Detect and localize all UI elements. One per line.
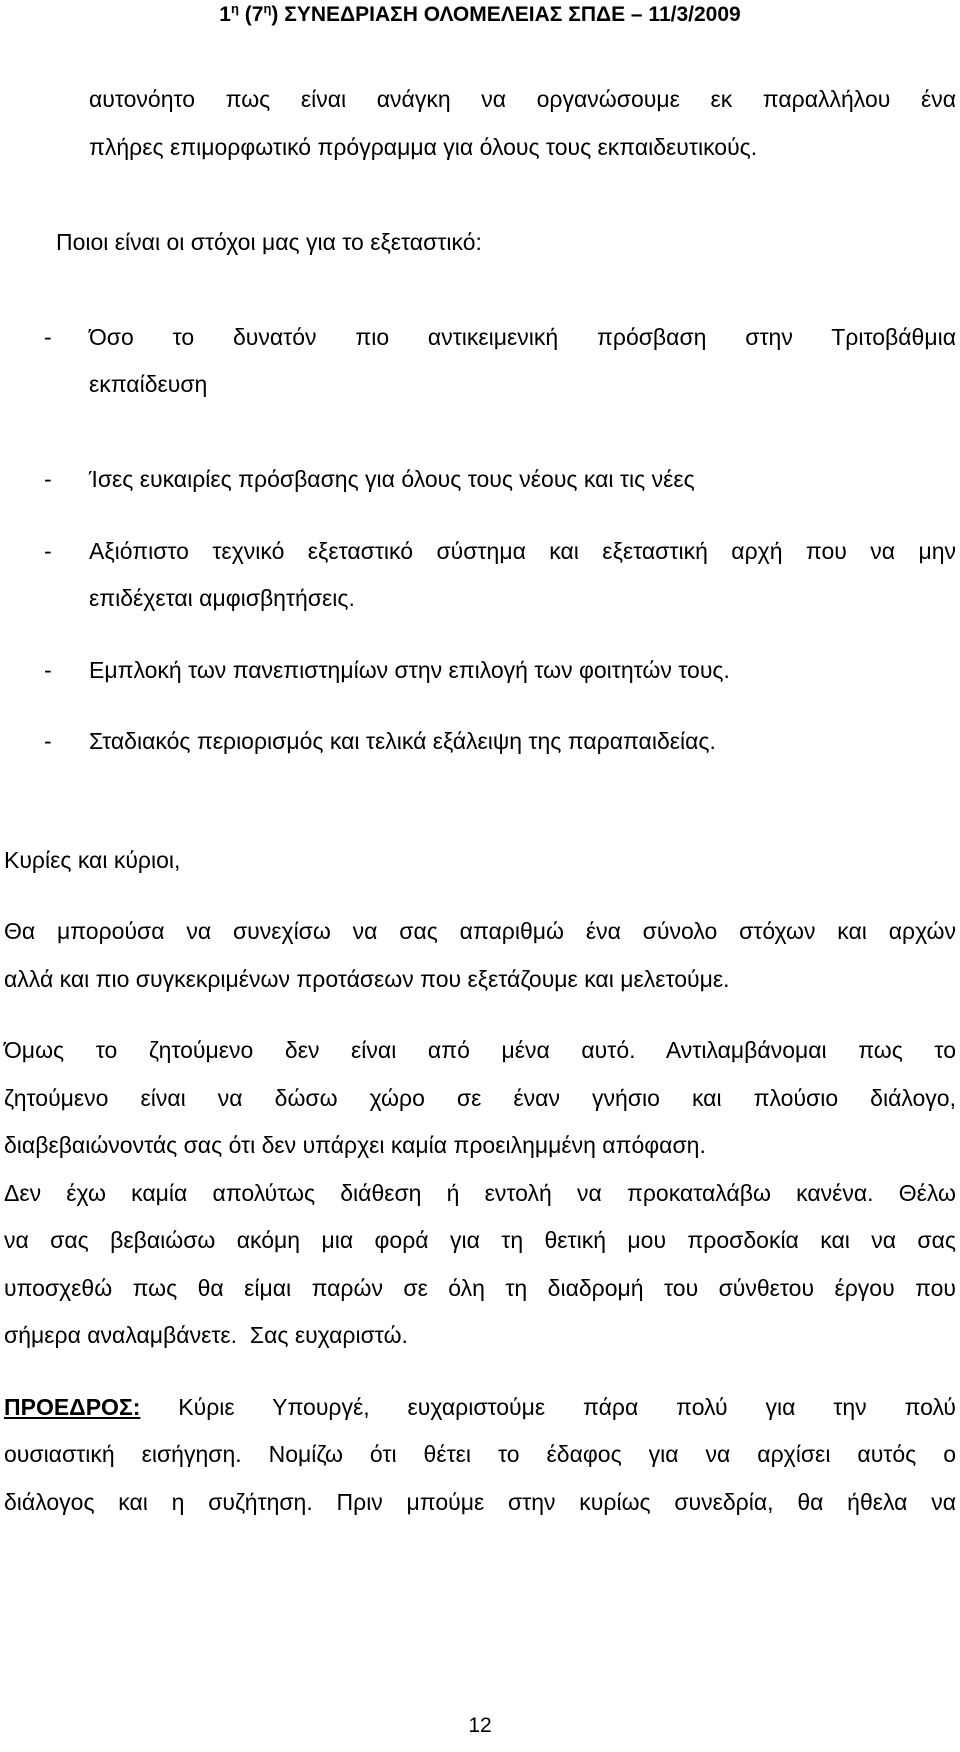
list-dash: - [44,656,52,683]
list-item [4,647,956,695]
list-item-line: Αξιόπιστο τεχνικό εξεταστικό σύστημα και εξεταστική αρχή που να μην [89,537,956,564]
paragraph-line: Όμως το ζητούμενο δεν είναι από μένα αυτό. Αντιλαμβάνομαι πως το [4,1037,956,1063]
president-paragraph [4,1384,956,1527]
list-item [4,528,956,623]
list-item-line: Σταδιακός περιορισμός και τελικά εξάλειψη της παραπαιδείας. [89,728,716,754]
paragraph-line: διαβεβαιώνοντάς σας ότι δεν υπάρχει καμία προειλημμένη απόφαση. [4,1132,706,1158]
list-item-line: Εμπλοκή των πανεπιστημίων στην επιλογή των φοιτητών τους. [89,656,730,683]
goals-heading: Ποιοι είναι οι στόχοι μας για το εξεταστικό: [56,228,482,255]
speaker-label: ΠΡΟΕΔΡΟΣ: [4,1393,141,1420]
salutation: Κυρίες και κύριοι, [4,846,181,873]
intro-line: αυτονόητο πως είναι ανάγκη να οργανώσουμε εκ παραλλήλου ένα [89,86,956,112]
intro-paragraph-end [4,124,956,172]
list-dash: - [44,466,52,492]
list-dash: - [44,728,52,754]
paragraph-line: Θα μπορούσα να συνεχίσω να σας απαριθμώ ένα σύνολο στόχων και αρχών [4,918,956,944]
page-number: 12 [468,1714,492,1737]
page-header [0,2,960,28]
paragraph-line: να σας βεβαιώσω ακόμη μια φορά για τη θετική μου προσδοκία και να σας [4,1227,956,1253]
list-item-line: Ίσες ευκαιρίες πρόσβασης για όλους τους νέους και τις νέες [89,466,695,492]
paragraph-line: ζητούμενο είναι να δώσω χώρο σε έναν γνήσιο και πλούσιο διάλογο, [4,1084,956,1111]
list-item-line: Όσο το δυνατόν πιο αντικειμενική πρόσβαση στην Τριτοβάθμια [89,323,956,350]
list-item [4,314,956,409]
header-session-number-sup: η [263,1,272,16]
intro-paragraph [4,76,956,124]
targets-paragraph [4,908,956,1003]
header-session-prefix-sup: η [230,1,239,16]
paragraph-line: διάλογος και η συζήτηση. Πριν μπούμε στην κυρίως συνεδρία, θα ήθελα να [4,1488,956,1515]
speaker-text: Κύριε Υπουργέ, ευχαριστούμε πάρα πολύ για την πολύ [140,1393,956,1420]
header-session-title: ) ΣΥΝΕΔΡΙΑΣΗ ΟΛΟΜΕΛΕΙΑΣ ΣΠΔΕ – 11/3/2009 [271,3,741,26]
dialogue-paragraph [4,1027,956,1360]
paragraph-line: υποσχεθώ πως θα είμαι παρών σε όλη τη διαδρομή του σύνθετου έργου που [4,1274,956,1301]
list-dash: - [44,323,52,350]
list-item [4,456,956,504]
document-body [4,76,956,1526]
header-session-number: (7 [238,3,264,26]
paragraph-line: Δεν έχω καμία απολύτως διάθεση ή εντολή να προκαταλάβω κανένα. Θέλω [4,1179,956,1206]
list-item [4,718,956,766]
list-item-line: εκπαίδευση [89,371,208,397]
list-item-line: επιδέχεται αμφισβητήσεις. [89,585,355,611]
intro-line: πλήρες επιμορφωτικό πρόγραμμα για όλους τους εκπαιδευτικούς. [89,133,758,160]
paragraph-line: αλλά και πιο συγκεκριμένων προτάσεων που εξετάζουμε και μελετούμε. [4,965,730,992]
paragraph-line: σήμερα αναλαμβάνετε. Σας ευχαριστώ. [4,1322,408,1348]
header-session-prefix: 1 [219,3,231,26]
paragraph-line [4,1384,956,1432]
list-dash: - [44,537,52,564]
paragraph-line: ουσιαστική εισήγηση. Νομίζω ότι θέτει το έδαφος για να αρχίσει αυτός ο [4,1441,956,1467]
